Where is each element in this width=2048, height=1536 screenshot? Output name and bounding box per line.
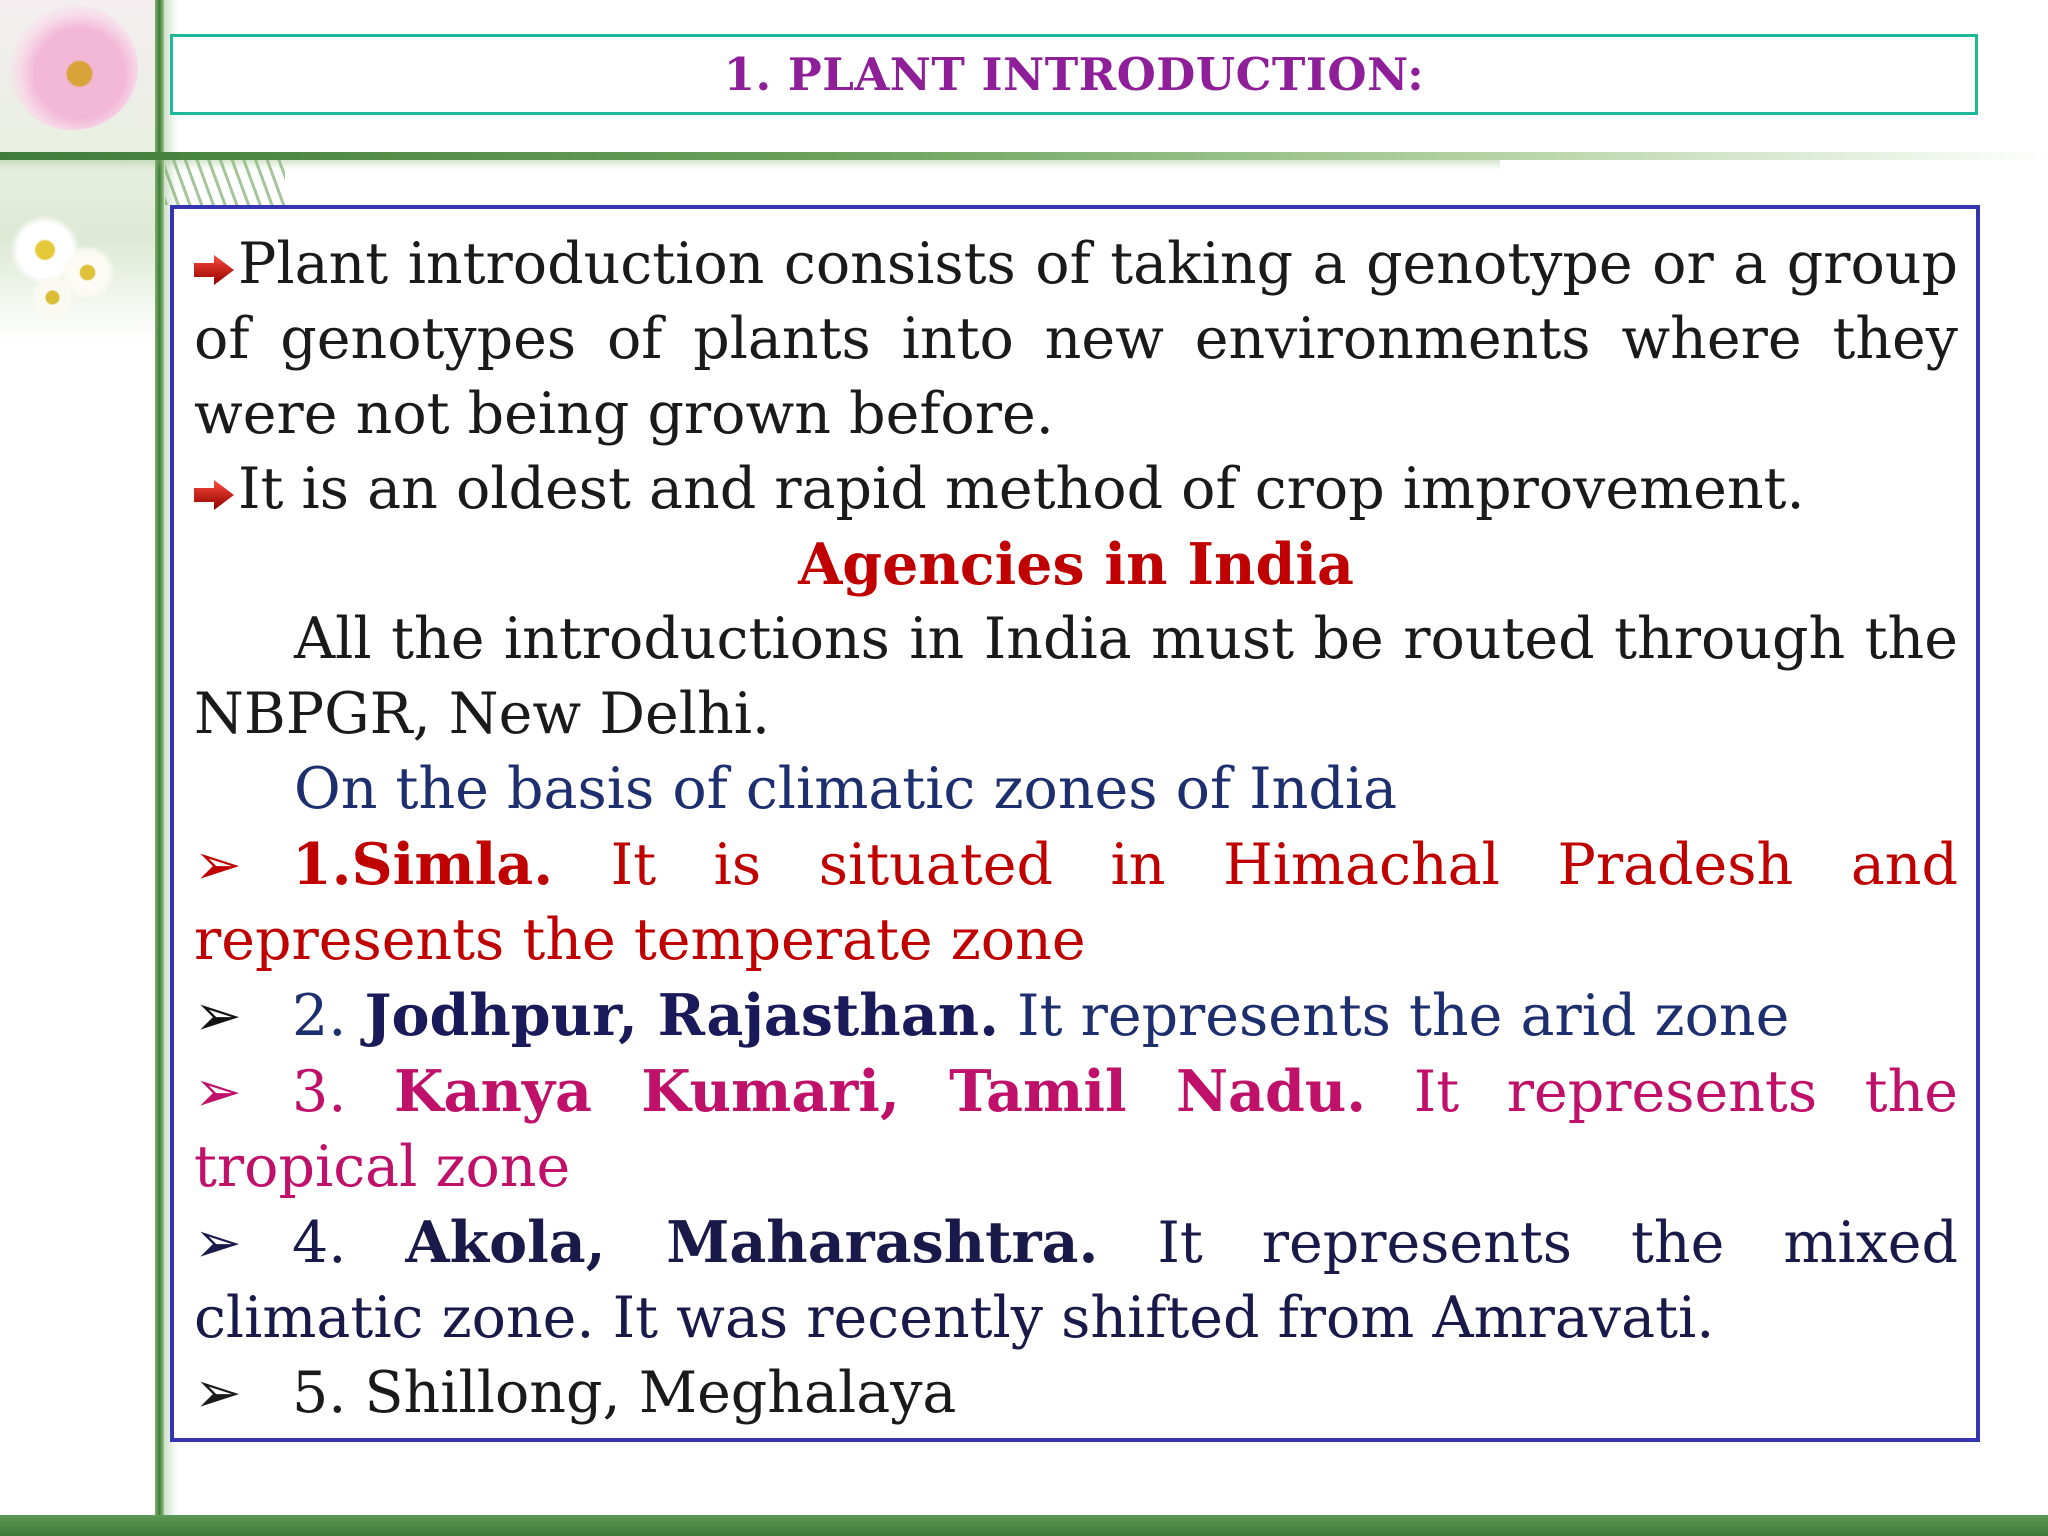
horizontal-green-glow	[0, 160, 1500, 170]
station-prefix: 2.	[292, 983, 347, 1049]
climatic-basis-text: On the basis of climatic zones of India	[294, 756, 1398, 822]
chevron-right-icon: ➢	[194, 832, 242, 898]
station-description: It represents the mixed climatic zone. It was recently shifted from Amravati.	[194, 1210, 1958, 1351]
chevron-right-icon: ➢	[194, 1210, 242, 1276]
chevron-right-icon: ➢	[194, 983, 242, 1049]
station-name: 1.Simla.	[292, 831, 554, 898]
station-description: It represents the tropical zone	[194, 1059, 1959, 1200]
station-description: It represents the arid zone	[1017, 983, 1790, 1049]
station-description: It is situated in Himachal Pradesh and represents the temperate zone	[194, 832, 1958, 973]
pink-flower-image	[8, 5, 138, 130]
bottom-green-band	[0, 1515, 2048, 1536]
chevron-right-icon: ➢	[194, 1059, 242, 1125]
content-box	[170, 205, 1980, 1442]
station-prefix: 3.	[292, 1059, 347, 1125]
station-name: Jodhpur, Rajasthan.	[364, 982, 999, 1049]
station-name: Kanya Kumari, Tamil Nadu.	[394, 1058, 1367, 1125]
agencies-heading: Agencies in India	[798, 531, 1354, 598]
vertical-green-bar	[155, 0, 164, 1515]
station-akola	[194, 1205, 1958, 1356]
station-kanya-kumari	[194, 1054, 1958, 1205]
horizontal-green-bar	[0, 152, 2048, 160]
bullet-definition	[194, 227, 1958, 452]
arrow-right-icon	[194, 229, 236, 259]
title-box	[170, 34, 1978, 115]
bullet-definition-text: Plant introduction consists of taking a genotype or a group of genotypes of plants into new environments where they were not being grown before.	[194, 231, 1958, 447]
station-name: Akola, Maharashtra.	[405, 1209, 1099, 1276]
bullet-oldest-method	[194, 452, 1958, 527]
slide-title: 1. PLANT INTRODUCTION:	[723, 48, 1425, 101]
chevron-right-icon: ➢	[194, 1360, 242, 1426]
station-shillong	[194, 1356, 1958, 1431]
arrow-right-icon	[194, 454, 236, 484]
station-text: 5. Shillong, Meghalaya	[292, 1360, 957, 1426]
station-simla	[194, 827, 1958, 978]
routing-paragraph: All the introductions in India must be routed through the NBPGR, New Delhi.	[194, 606, 1958, 747]
station-jodhpur	[194, 978, 1958, 1054]
white-flower-image	[30, 275, 75, 320]
bullet-oldest-method-text: It is an oldest and rapid method of crop improvement.	[238, 456, 1805, 522]
station-prefix: 4.	[292, 1210, 347, 1276]
